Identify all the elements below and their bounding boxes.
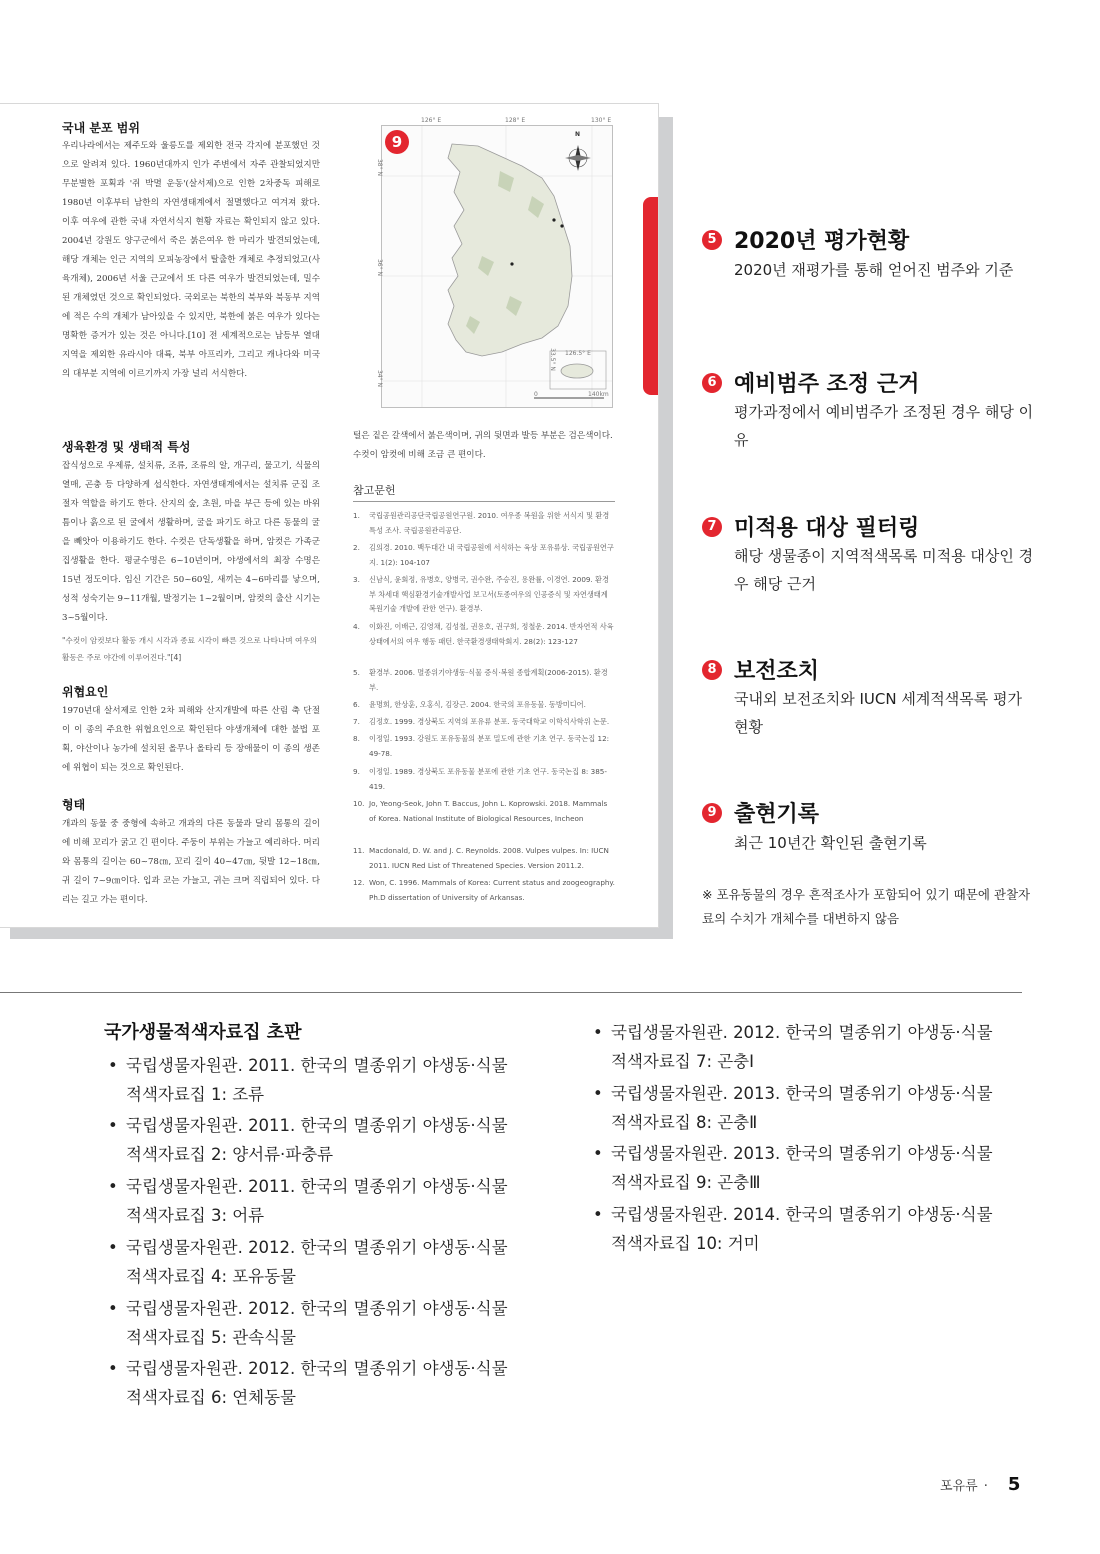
page-number: 5: [1007, 1474, 1021, 1495]
reference-item: 4. 이화진, 이배근, 김영채, 김성철, 권용호, 권구희, 정철운. 2014. 반자연적 사육 상태에서의 여우 행동 패턴. 한국환경생태학회지. 28(2): 123-127: [353, 622, 614, 646]
reference-item: 10. Jo, Yeong-Seok, John T. Baccus, John L. Koprowski. 2018. Mammals of Korea. National Institute of Biological Resources, Incheon: [353, 799, 608, 823]
legend-number-6: 6: [702, 373, 722, 393]
bibliography-item: • 국립생물자원관. 2012. 한국의 멸종위기 야생동·식물 적색자료집 5: 관속식물: [108, 1299, 508, 1347]
legend-title-8: 보전조치: [734, 659, 820, 684]
legend-desc-6: 평가과정에서 예비범주가 조정된 경우 해당 이유: [734, 403, 1034, 449]
map-lon-label: 130° E: [591, 117, 612, 124]
bibliography-item: • 국립생물자원관. 2011. 한국의 멸종위기 야생동·식물 적색자료집 1: 조류: [108, 1056, 508, 1104]
reference-item: 7. 김정호. 1999. 경상북도 지역의 포유류 분포. 동국대학교 이학석사학위 논문.: [353, 717, 610, 726]
inset-lat-label: 33.5° N: [548, 348, 556, 371]
legend-title-7: 미적용 대상 필터링: [734, 516, 920, 541]
ecology-quote: "수컷이 암컷보다 활동 개시 시각과 종료 시각이 빠른 것으로 나타나며 여우의 활동은 주로 야간에 이루어진다."[4]: [62, 636, 318, 662]
bibliography-item: • 국립생물자원관. 2011. 한국의 멸종위기 야생동·식물 적색자료집 2: 양서류·파충류: [108, 1116, 508, 1164]
page-tab-marker: [643, 197, 658, 395]
reference-item: 8. 이정일. 1993. 강원도 포유동물의 분포 밀도에 관한 기초 연구. 동국논집 12: 49-78.: [353, 734, 610, 758]
section-body-morphology: 개과의 동물 중 중형에 속하고 개과의 다른 동물과 달리 몸통의 길이에 비해 꼬리가 굵고 긴 편이다. 주둥이 부위는 가늘고 예리하다. 머리와 몸통의 길이는 60~78㎝, 꼬리 길이 40~47㎝, 뒷발 12~18㎝, 귀 길이 7~9㎝이다. 입과 코는 가늘고, 귀는 크며 직립되어 있다. 다리는 길고 가는 편이다.: [62, 819, 320, 905]
legend-number-5: 5: [702, 230, 722, 250]
reference-item: 1. 국립공원관리공단국립공원연구원. 2010. 여우종 복원을 위한 서식지 및 환경특성 조사. 국립공원관리공단.: [353, 511, 610, 535]
legend-desc-8: 국내외 보전조치와 IUCN 세계적색목록 평가 현황: [734, 690, 1023, 736]
legend-number-9: 9: [702, 803, 722, 823]
legend-title-6: 예비범주 조정 근거: [734, 372, 920, 397]
references-heading: 참고문헌: [353, 484, 396, 497]
distribution-map: [381, 125, 613, 408]
page-footer: [940, 1474, 1020, 1495]
reference-item: 3. 신남식, 윤회정, 유병호, 양병국, 권수완, 주승진, 용완률, 이경연. 2009. 환경부 차세대 핵심환경기술개발사업 보고서(토종여우의 인공증식 및 자연생태계 복원기술 개발에 관한 연구). 환경부.: [353, 575, 609, 613]
footer-section: 포유류: [940, 1479, 978, 1494]
bibliography-item: • 국립생물자원관. 2013. 한국의 멸종위기 야생동·식물 적색자료집 8: 곤충Ⅱ: [593, 1084, 993, 1132]
reference-item: 12. Won, C. 1996. Mammals of Korea: Current status and zoogeography. Ph.D dissertation of University of Arkansas.: [353, 878, 615, 902]
section-heading-threats: 위협요인: [62, 685, 109, 699]
inset-lon-label: 126.5° E: [565, 350, 591, 357]
reference-item: 5. 환경부. 2006. 멸종위기야생동·식물 증식·복원 종합계획(2006-2015). 환경부.: [353, 668, 608, 692]
map-lat-label: 34° N: [376, 369, 384, 388]
scale-end: 140km: [588, 391, 609, 398]
legend-desc-5: 2020년 재평가를 통해 얻어진 범주와 기준: [734, 261, 1014, 279]
reference-item: 6. 윤명희, 한상훈, 오홍식, 김장근. 2004. 한국의 포유동물. 동방미디어.: [353, 700, 586, 709]
section-body-distribution: 우리나라에서는 제주도와 울릉도를 제외한 전국 각지에 분포했던 것으로 알려져 있다. 1960년대까지 인가 주변에서 자주 관찰되었지만 무분별한 포획과 '쥐 박멸 운동'(살서제)으로 인한 2차중독 피해로 1980년 이후부터 남한의 자연생태계에서 절멸했다고 여겨져 왔다. 이후 여우에 관한 국내 자연서식지 현황 자료는 확인되지 않고 있다. 2004년 강원도 양구군에서 죽은 붉은여우 한 마리가 발견되었는데, 해당 개체는 인근 지역의 모피농장에서 탈출한 개체로 추정되었고(사육개체), 2006년 서울 근교에서 또 다른 여우가 발견되었는데, 밀수된 개체였던 것으로 확인되었다. 국외로는 북한의 북부와 북동부 지역에 적은 수의 개체가 남아있을 수 있지만, 북한에 붉은 여우가 있다는 명확한 증거가 있는 것은 아니다.[10] 전 세계적으로는 남등부 열대 지역을 제외한 유라시아 대륙, 북부 아프리카, 그리고 캐나다와 미국의 대부분 지역에 이르기까지 가장 널리 서식한다.: [62, 141, 320, 379]
footer-separator: ·: [983, 1479, 988, 1494]
reference-item: 9. 이정일. 1989. 경상북도 포유동물 분포에 관한 기초 연구. 동국논집 8: 385-419.: [353, 767, 607, 791]
section-body-threats: 1970년대 살서제로 인한 2차 피해와 산지개발에 따른 산림 축 단절이 이 종의 주요한 위협요인으로 확인된다 야생개체에 대한 불법 포획, 야산이나 농가에 설치된 올무나 올타리 등 장애물이 이 종의 생존에 위협이 되는 것으로 확인된다.: [62, 706, 320, 773]
bibliography-heading: 국가생물적색자료집 초판: [104, 1022, 302, 1043]
reference-item: 2. 김의경. 2010. 백두대간 내 국립공원에 서식하는 육상 포유류상. 국립공원연구지. 1(2): 104-107: [353, 543, 614, 567]
map-lat-label: 38° N: [376, 158, 384, 177]
section-heading-ecology: 생육환경 및 생태적 특성: [62, 440, 191, 454]
map-number-badge: 9: [385, 130, 409, 154]
korea-map-graphic: [382, 126, 612, 407]
bibliography-item: • 국립생물자원관. 2014. 한국의 멸종위기 야생동·식물 적색자료집 10: 거미: [593, 1205, 993, 1253]
reference-item: 11. Macdonald, D. W. and J. C. Reynolds. 2008. Vulpes vulpes. In: IUCN 2011. IUCN Red List of Threatened Species. Version 2011.2.: [353, 846, 609, 870]
legend-desc-7: 해당 생물종이 지역적색목록 미적용 대상인 경우 해당 근거: [734, 547, 1034, 593]
north-label: N: [575, 131, 581, 138]
legend-number-7: 7: [702, 517, 722, 537]
bibliography-item: • 국립생물자원관. 2012. 한국의 멸종위기 야생동·식물 적색자료집 4: 포유동물: [108, 1238, 508, 1286]
legend-desc-9: 최근 10년간 확인된 출현기록: [734, 834, 927, 852]
bibliography-item: • 국립생물자원관. 2013. 한국의 멸종위기 야생동·식물 적색자료집 9: 곤충Ⅲ: [593, 1144, 993, 1192]
section-body-ecology: 잡식성으로 우제류, 설치류, 조류, 조류의 알, 개구리, 물고기, 식물의 열매, 곤충 등 다양하게 섭식한다. 자연생태계에서는 설치류 군집 조절자 역할을 하기도 한다. 산지의 숲, 초원, 마을 부근 등에 있는 바위틈이나 흙으로 된 굴에서 생활하며, 굴을 파기도 하고 다른 동물의 굴을 빼앗아 이용하기도 한다. 수컷은 단독생활을 하며, 암컷은 가족군집생활을 한다. 평균수명은 6~10년이며, 야생에서의 최장 수명은 15년 정도이다. 임신 기간은 50~60일, 새끼는 4~6마리를 낳으며, 성적 성숙기는 9~11개월, 발정기는 1~2월이며, 암컷의 출산 시기는 3~5월이다.: [62, 461, 320, 623]
section-heading-morphology: 형태: [62, 798, 86, 812]
legend-title-9: 출현기록: [734, 802, 820, 827]
legend-title-5: 2020년 평가현황: [734, 229, 910, 254]
map-lon-label: 126° E: [421, 117, 442, 124]
references-divider: [353, 501, 615, 502]
map-lat-label: 36° N: [376, 258, 384, 277]
map-lon-label: 128° E: [505, 117, 526, 124]
legend-number-8: 8: [702, 660, 722, 680]
section-heading-distribution: 국내 분포 범위: [62, 121, 140, 135]
section-divider: [0, 992, 1022, 993]
scale-start: 0: [534, 391, 538, 398]
bibliography-item: • 국립생물자원관. 2012. 한국의 멸종위기 야생동·식물 적색자료집 6: 연체동물: [108, 1359, 508, 1407]
bibliography-item: • 국립생물자원관. 2011. 한국의 멸종위기 야생동·식물 적색자료집 3: 어류: [108, 1177, 508, 1225]
legend-note: ※ 포유동물의 경우 흔적조사가 포함되어 있기 때문에 관찰자료의 수치가 개체수를 대변하지 않음: [702, 887, 1031, 926]
bibliography-item: • 국립생물자원관. 2012. 한국의 멸종위기 야생동·식물 적색자료집 7: 곤충Ⅰ: [593, 1023, 993, 1071]
morphology-continued: 털은 짙은 갈색에서 붉은색이며, 귀의 뒷면과 발등 부분은 검은색이다. 수컷이 암컷에 비해 조금 큰 편이다.: [353, 431, 613, 460]
